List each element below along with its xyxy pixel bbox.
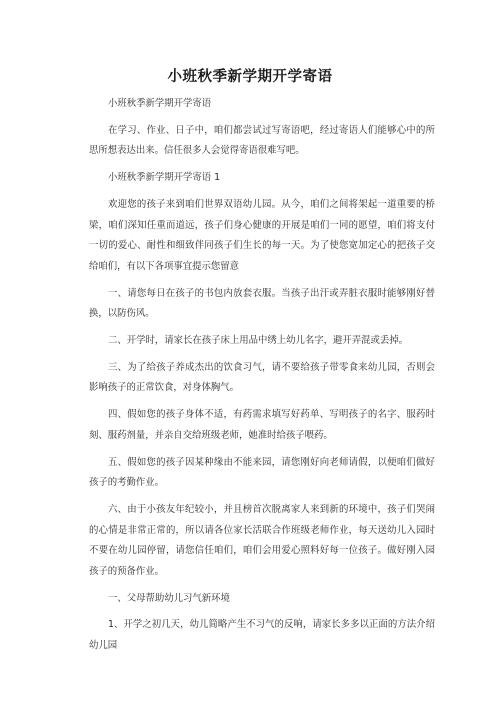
item-paragraph: 一、请您每日在孩子的书包内放套衣服。当孩子出汗或弄脏衣服时能够刚好替换，以防伤风。	[89, 287, 435, 320]
item-paragraph: 三、为了给孩子养成杰出的饮食习气，请不要给孩子带零食来幼儿园，否则会影响孩子的正常饮食，对身体胸气。	[89, 361, 435, 394]
item-paragraph: 六、由于小孩友年纪较小，并且榜首次脱离家人来到新的环境中，孩子们哭闹的心情是非常正常的，所以请各位家长活联合作班级老师作业，每天送幼儿入园时不要在幼儿园停留，请您信任咱们，咱们会用爱心照料好每一位孩子。做好刚入园孩子的预备作业。	[89, 503, 435, 578]
item-paragraph: 五、假如您的孩子因某种缘由不能来园，请您刚好向老师请假，以便咱们做好孩子的考勤作业。	[89, 456, 435, 489]
item-paragraph: 1、开学之初几天，幼儿简略产生不习气的反响，请家长多多以正面的方法介绍幼儿园	[89, 619, 435, 652]
section-heading: 小班秋季新学期开学寄语 1	[108, 172, 221, 184]
item-paragraph: 二、开学时，请家长在孩子床上用品中绣上幼儿名字，避开弄混或丢掉。	[108, 335, 409, 347]
welcome-paragraph: 欢迎您的孩子来到咱们世界双语幼儿园。从今，咱们之间将架起一道重要的桥梁，咱们深知任重而道远，孩子们身心健康的开展是咱们一同的愿望，咱们将支付一切的爱心、耐性和细致伴同孩子们生长的每一天。为了使您宽加定心的把孩子交给咱们，有以下各项事宜提示您留意	[89, 198, 435, 272]
document-body	[89, 94, 435, 657]
item-paragraph: 四、假如您的孩子身体不适，有药需求填写好药单、写明孩子的名字、服药时刻、服药剂量，并亲自交给班级老师，她准时给孩子喂药。	[89, 409, 435, 441]
subsection-heading: 一、父母帮助幼儿习气新环境	[108, 592, 230, 604]
document-title: 小班秋季新学期开学寄语	[167, 69, 333, 85]
subtitle-paragraph: 小班秋季新学期开学寄语	[108, 98, 212, 109]
intro-paragraph: 在学习、作业、日子中，咱们都尝试过写寄语吧，经过寄语人们能够心中的所思所想表达出来。信任很多人会觉得寄语很难写吧。	[89, 124, 435, 157]
